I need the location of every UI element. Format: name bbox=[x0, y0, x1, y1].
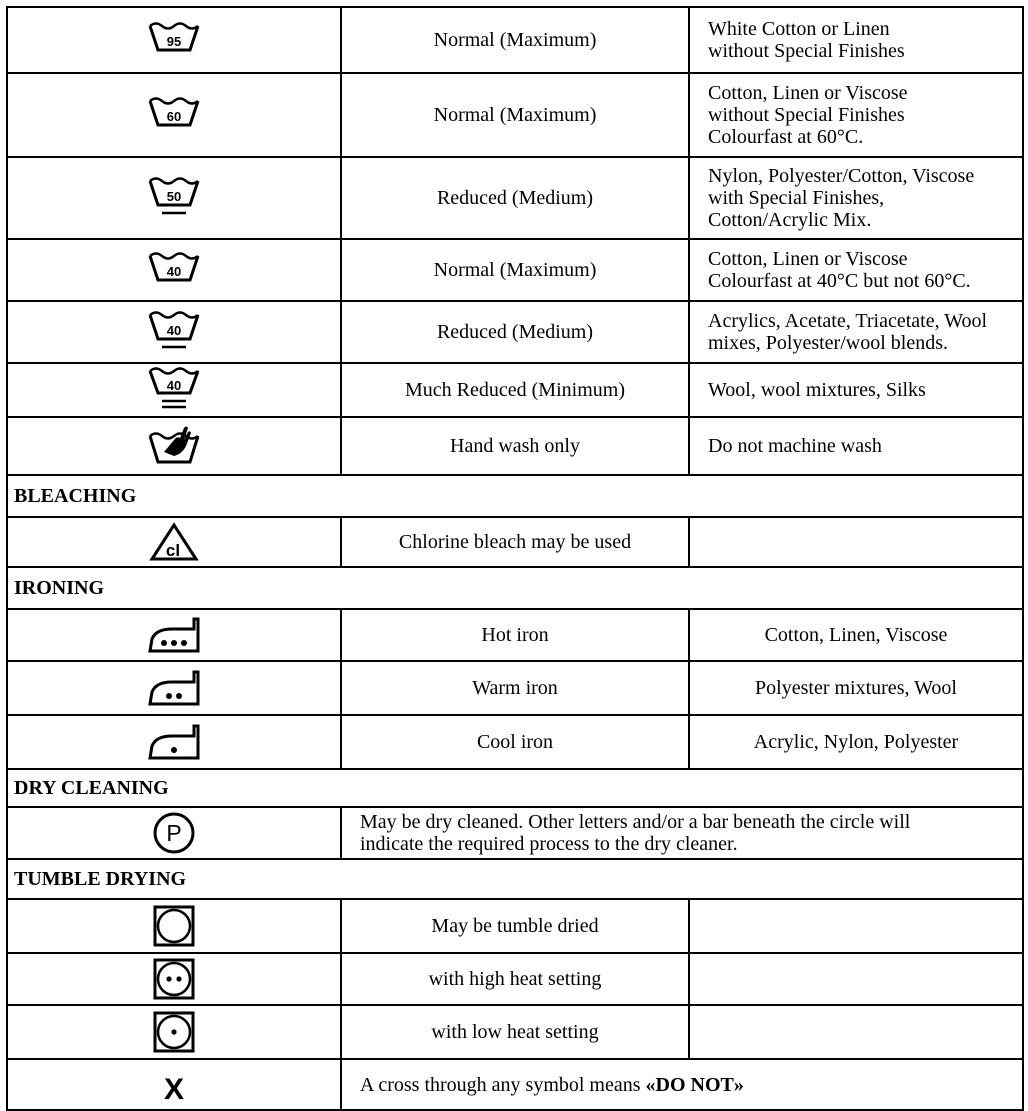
table-row bbox=[7, 1005, 1023, 1059]
table-row bbox=[7, 807, 1023, 859]
fabric-cell bbox=[689, 899, 1023, 953]
iron-one-dot-icon bbox=[144, 720, 204, 764]
table-row bbox=[7, 7, 1023, 73]
dry-clean-p-icon bbox=[150, 811, 198, 855]
table-row bbox=[7, 301, 1023, 363]
table-row bbox=[7, 899, 1023, 953]
wash-40-one-bar-icon bbox=[144, 307, 204, 357]
action-cell: Reduced (Medium) bbox=[341, 301, 689, 363]
action-cell: May be tumble dried bbox=[341, 899, 689, 953]
section-header-row bbox=[7, 859, 1023, 899]
fabric-cell: Polyester mixtures, Wool bbox=[689, 661, 1023, 715]
symbol-cell bbox=[7, 417, 341, 475]
symbol-cell bbox=[7, 953, 341, 1005]
tumble-dry-high-heat-icon bbox=[152, 957, 196, 1001]
section-header-row bbox=[7, 475, 1023, 517]
wash-95-icon bbox=[144, 18, 204, 62]
table-row bbox=[7, 661, 1023, 715]
wash-60-icon bbox=[144, 93, 204, 137]
action-cell: Normal (Maximum) bbox=[341, 239, 689, 301]
action-cell: with low heat setting bbox=[341, 1005, 689, 1059]
tumble-dry-icon bbox=[152, 904, 196, 948]
table-row bbox=[7, 609, 1023, 661]
fabric-cell: Do not machine wash bbox=[689, 417, 1023, 475]
table-row bbox=[7, 157, 1023, 239]
iron-two-dots-icon bbox=[144, 666, 204, 710]
action-cell: Much Reduced (Minimum) bbox=[341, 363, 689, 417]
fabric-cell bbox=[689, 517, 1023, 567]
fabric-cell bbox=[689, 1005, 1023, 1059]
action-cell: Hot iron bbox=[341, 609, 689, 661]
svg-text:P: P bbox=[166, 820, 182, 846]
svg-text:60: 60 bbox=[166, 109, 182, 124]
iron-three-dots-icon bbox=[144, 613, 204, 657]
table-row bbox=[7, 239, 1023, 301]
chlorine-bleach-icon bbox=[148, 521, 200, 563]
table-row bbox=[7, 73, 1023, 157]
care-symbols-table bbox=[6, 6, 1024, 1111]
svg-text:95: 95 bbox=[166, 34, 182, 49]
fabric-cell: Nylon, Polyester/Cotton, Viscose with Special Finishes, Cotton/Acrylic Mix. bbox=[689, 157, 1023, 239]
action-cell: Normal (Maximum) bbox=[341, 7, 689, 73]
cross-icon bbox=[154, 1065, 194, 1105]
table-row bbox=[7, 417, 1023, 475]
fabric-cell: Cotton, Linen or Viscose Colourfast at 40°C but not 60°C. bbox=[689, 239, 1023, 301]
action-cell: Chlorine bleach may be used bbox=[341, 517, 689, 567]
section-heading-dry-cleaning: DRY CLEANING bbox=[7, 769, 1023, 807]
fabric-cell: Wool, wool mixtures, Silks bbox=[689, 363, 1023, 417]
svg-text:40: 40 bbox=[166, 264, 182, 279]
description-cell: A cross through any symbol means «DO NOT» bbox=[341, 1059, 1023, 1110]
fabric-cell: Cotton, Linen or Viscose without Special Finishes Colourfast at 60°C. bbox=[689, 73, 1023, 157]
fabric-cell: Acrylic, Nylon, Polyester bbox=[689, 715, 1023, 769]
table-row bbox=[7, 363, 1023, 417]
symbol-cell bbox=[7, 1059, 341, 1110]
symbol-cell bbox=[7, 807, 341, 859]
symbol-cell bbox=[7, 363, 341, 417]
table-row bbox=[7, 1059, 1023, 1110]
symbol-cell bbox=[7, 715, 341, 769]
table-row bbox=[7, 517, 1023, 567]
symbol-cell bbox=[7, 517, 341, 567]
symbol-cell bbox=[7, 73, 341, 157]
action-cell: with high heat setting bbox=[341, 953, 689, 1005]
symbol-cell bbox=[7, 239, 341, 301]
hand-wash-icon bbox=[144, 422, 204, 470]
section-header-row bbox=[7, 567, 1023, 609]
svg-text:X: X bbox=[163, 1072, 185, 1105]
svg-text:cl: cl bbox=[165, 541, 181, 560]
section-heading-tumble-drying: TUMBLE DRYING bbox=[7, 859, 1023, 899]
section-heading-bleaching: BLEACHING bbox=[7, 475, 1023, 517]
action-cell: Reduced (Medium) bbox=[341, 157, 689, 239]
wash-50-one-bar-icon bbox=[144, 173, 204, 223]
tumble-dry-low-heat-icon bbox=[152, 1010, 196, 1054]
fabric-cell: Acrylics, Acetate, Triacetate, Wool mixes, Polyester/wool blends. bbox=[689, 301, 1023, 363]
fabric-cell: Cotton, Linen, Viscose bbox=[689, 609, 1023, 661]
svg-text:50: 50 bbox=[166, 189, 182, 204]
description-cell: May be dry cleaned. Other letters and/or a bar beneath the circle will indicate the required process to the dry cleaner. bbox=[341, 807, 1023, 859]
svg-text:40: 40 bbox=[166, 323, 182, 338]
table-row bbox=[7, 953, 1023, 1005]
symbol-cell bbox=[7, 301, 341, 363]
action-cell: Hand wash only bbox=[341, 417, 689, 475]
section-header-row bbox=[7, 769, 1023, 807]
table-row bbox=[7, 715, 1023, 769]
fabric-cell: White Cotton or Linen without Special Finishes bbox=[689, 7, 1023, 73]
symbol-cell bbox=[7, 609, 341, 661]
symbol-cell bbox=[7, 661, 341, 715]
action-cell: Warm iron bbox=[341, 661, 689, 715]
symbol-cell bbox=[7, 899, 341, 953]
wash-40-icon bbox=[144, 248, 204, 292]
section-heading-ironing: IRONING bbox=[7, 567, 1023, 609]
fabric-cell bbox=[689, 953, 1023, 1005]
action-cell: Normal (Maximum) bbox=[341, 73, 689, 157]
wash-40-two-bar-icon bbox=[144, 365, 204, 415]
do-not-emphasis: «DO NOT» bbox=[645, 1073, 744, 1096]
symbol-cell bbox=[7, 7, 341, 73]
symbol-cell bbox=[7, 1005, 341, 1059]
svg-text:40: 40 bbox=[166, 378, 182, 393]
symbol-cell bbox=[7, 157, 341, 239]
action-cell: Cool iron bbox=[341, 715, 689, 769]
